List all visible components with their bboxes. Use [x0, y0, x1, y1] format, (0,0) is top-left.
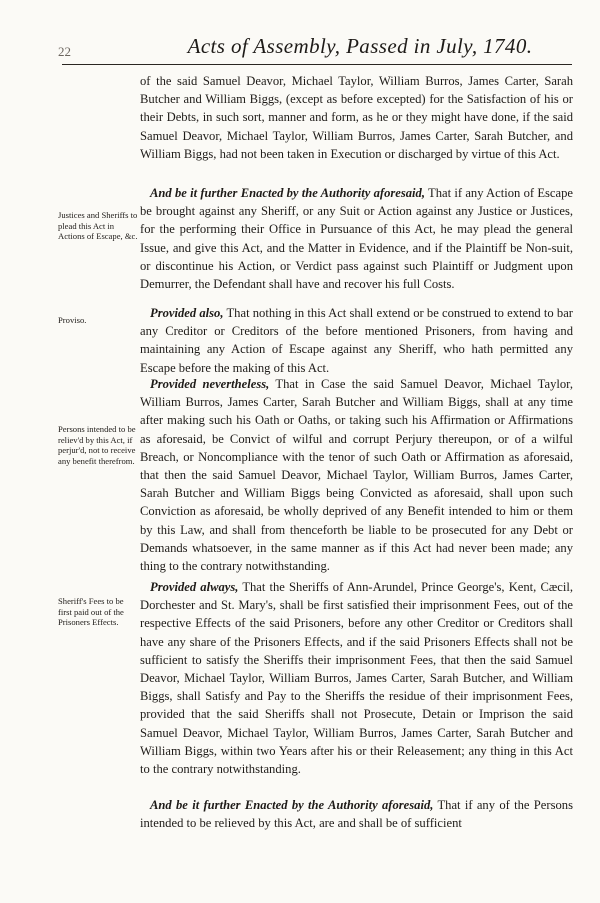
page-number: 22 — [58, 44, 71, 59]
paragraph-text: of the said Samuel Deavor, Michael Taylor, William Burros, James Carter, Sarah Butcher and William Biggs, (except as before excepted) for the Satisfaction of his or their Debts, in such sort, manner and form, as he or they might have done, if the said Samuel Deavor, Michael Taylor, William Burros, James Carter, Sarah Butcher, and William Biggs, had not been taken in Execution or discharged by virtue of this Act. — [140, 74, 573, 161]
paragraph-enacting-sufficient — [140, 796, 573, 832]
paragraph-proviso-also — [140, 304, 573, 377]
margin-note-sheriffs-fees: Sheriff's Fees to be first paid out of the Prisoners Effects. — [58, 596, 124, 628]
paragraph-proviso-nevertheless — [140, 375, 573, 575]
header-rule — [62, 64, 572, 65]
paragraph-text: That in Case the said Samuel Deavor, Michael Taylor, William Burros, James Carter, Sarah Butcher and William Biggs, shall at any time after making such his Oath or Oaths, or taking such his Affirmation or Affirmations as aforesaid, be Convict of wilful and corrupt Perjury thereupon, or of a wilful Breach, or Noncompliance with the tenor of such Oath or Affirmation as aforesaid, that then the said Samuel Deavor, Michael Taylor, William Burros, James Carter, Sarah Butcher and William Biggs being Convicted as aforesaid, shall upon such Conviction as aforesaid, be wholly deprived of any Benefit intended to him or them by this Law, and shall from thenceforth be liable to be prosecuted for any Debt or Demands whatsoever, in the same manner as if this Act had never been made; any thing to the contrary notwithstanding. — [140, 377, 573, 574]
paragraph-lead: Provided nevertheless, — [150, 377, 270, 391]
running-head: Acts of Assembly, Passed in July, 1740. — [187, 34, 533, 58]
margin-note-perjury: Persons intended to be reliev'd by this Act, if perjur'd, not to receive any benefit therefrom. — [58, 424, 136, 466]
paragraph-lead: And be it further Enacted by the Authority aforesaid, — [150, 186, 426, 200]
paragraph-lead: And be it further Enacted by the Authority aforesaid, — [150, 798, 434, 812]
paragraph-text: That if any of the Persons intended to be relieved by this Act, are and shall be of sufficient — [140, 798, 573, 831]
paragraph-text: That the Sheriffs of Ann-Arundel, Prince George's, Kent, Cæcil, Dorchester and St. Mary's, shall be first satisfied their imprisonment Fees, out of the respective Effects of the said Prisoners, before any other Creditor or Creditors shall have any share of the Prisoners Effects, and if the said Prisoners Effects shall not be sufficient to satisfy the Sheriffs their imprisonment Fees, that then the said Samuel Deavor, Michael Taylor, William Burros, James Carter, Sarah Butcher, and William Biggs, shall Satisfy and Pay to the Sheriffs the residue of their imprisonment Fees, provided that the said Sheriffs shall not Prosecute, Detain or Imprison the said Samuel Deavor, Michael Taylor, William Burros, James Carter, Sarah Butcher and William Biggs, within two Years after his or their Releasement; any thing in this Act to the contrary notwithstanding. — [140, 580, 573, 777]
margin-note-justices: Justices and Sheriffs to plead this Act in Actions of Escape, &c. — [58, 210, 138, 242]
paragraph-text: That nothing in this Act shall extend or be construed to extend to bar any Creditor or Creditors of the before mentioned Prisoners, from having and maintaining any Action of Escape against any Sheriff, who hath permitted any Escape before the making of this Act. — [140, 306, 573, 375]
paragraph-continuation — [140, 72, 573, 163]
margin-note-proviso: Proviso. — [58, 315, 87, 325]
paragraph-enacting-escape — [140, 184, 573, 293]
paragraph-lead: Provided always, — [150, 580, 239, 594]
paragraph-lead: Provided also, — [150, 306, 224, 320]
paragraph-proviso-always — [140, 578, 573, 778]
paragraph-text: That if any Action of Escape be brought against any Sheriff, or any Suit or Action against any Justice or Justices, for the performing their Office in Pursuance of this Act, he may plead the general Issue, and give this Act, and the Matter in Evidence, and if the Plaintiff be Non-suit, or discontinue his Action, or Verdict pass against such Plaintiff or Judgment upon Demurrer, the Defendant shall have and recover his full Costs. — [140, 186, 573, 292]
